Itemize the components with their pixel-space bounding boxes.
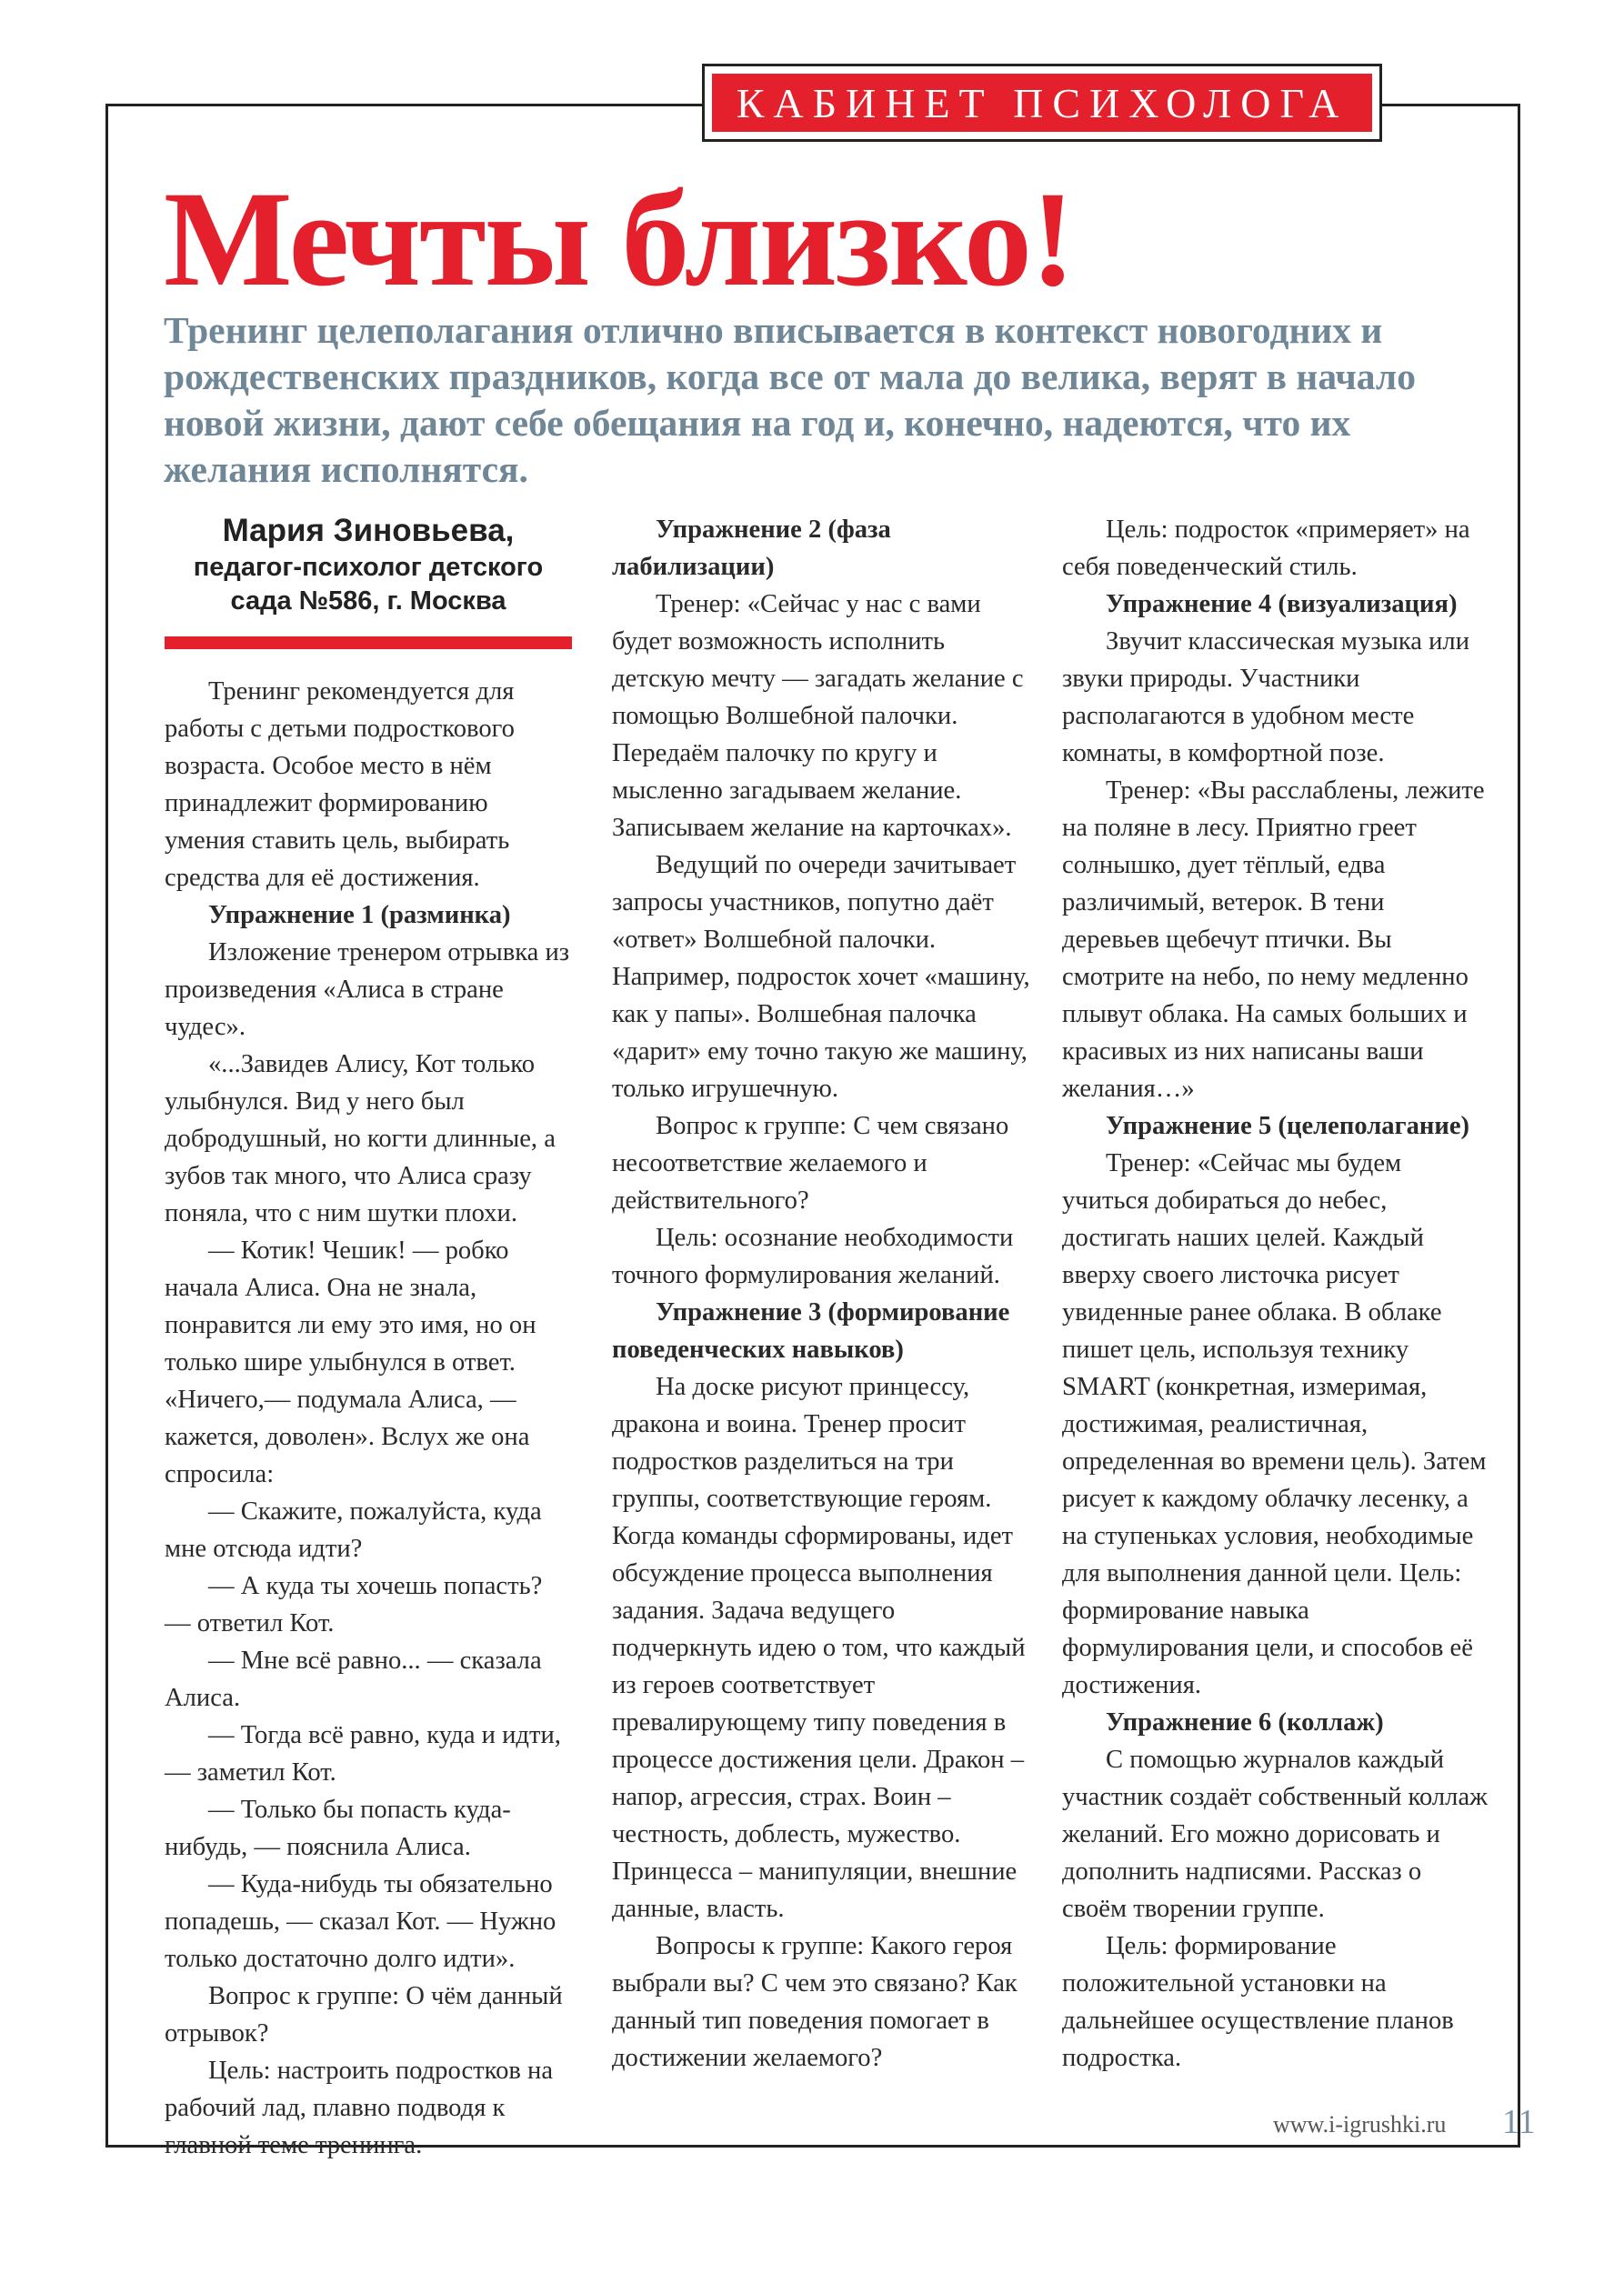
paragraph: — Мне всё равно... — сказала Алиса. <box>165 1647 542 1712</box>
paragraph: Цель: осознание необходимости точного формулирования желаний. <box>612 1224 1014 1289</box>
text-column-3 <box>1062 511 1488 2077</box>
footer-website-link[interactable]: www.i-igrushki.ru <box>1273 2111 1447 2138</box>
paragraph: — А куда ты хочешь попасть? — ответил Кот. <box>165 1572 543 1637</box>
exercise-heading: Упражнение 3 (формирование поведенческих навыков) <box>612 1298 1010 1364</box>
paragraph: Тренинг рекомендуется для работы с детьми подросткового возраста. Особое место в нём принадлежит формированию умения ставить цель, выбирать средства для её достижения. <box>165 677 515 892</box>
paragraph: Ведущий по очереди зачитывает запросы участников, попутно даёт «ответ» Волшебной палочки. Например, подросток хочет «машину, как у папы». Волшебная палочка «дарит» ему точно такую же машину, только игрушечную. <box>612 851 1030 1103</box>
author-name: Мария Зиновьева, <box>222 513 515 548</box>
paragraph: Вопросы к группе: Какого героя выбрали вы? С чем это связано? Как данный тип поведения помогает в достижении желаемого? <box>612 1932 1018 2072</box>
paragraph: — Только бы попасть куда-нибудь, — пояснила Алиса. <box>165 1796 511 1861</box>
paragraph: На доске рисуют принцессу, дракона и воина. Тренер просит подростков разделиться на три группы, соответствующие героям. Когда команды сформированы, идет обсуждение процесса выполнения задания. Задача ведущего подчеркнуть идею о том, что каждый из героев соответствует превалирующему типу поведения в процессе достижения цели. Дракон – напор, агрессия, страх. Воин – честность, доблесть, мужество. Принцесса – манипуляции, внешние данные, власть. <box>612 1373 1026 1923</box>
paragraph: Цель: подросток «примеряет» на себя поведенческий стиль. <box>1062 516 1470 581</box>
paragraph: «...Завидев Алису, Кот только улыбнулся. Вид у него был добродушный, но когти длинные, а зубов так много, что Алиса сразу поняла, что с ним шутки плохи. <box>165 1050 556 1227</box>
page-number: 11 <box>1502 2103 1536 2141</box>
exercise-heading: Упражнение 2 (фаза лабилизации) <box>612 516 891 581</box>
exercise-heading: Упражнение 6 (коллаж) <box>1106 1708 1384 1737</box>
exercise-heading: Упражнение 4 (визуализация) <box>1106 590 1458 618</box>
paragraph: — Куда-нибудь ты обязательно попадешь, — сказал Кот. — Нужно только достаточно долго идти». <box>165 1870 556 1973</box>
paragraph: Вопрос к группе: С чем связано несоответствие желаемого и действительного? <box>612 1112 1009 1215</box>
section-rubric: КАБИНЕТ ПСИХОЛОГА <box>712 74 1372 132</box>
paragraph: — Котик! Чешик! — робко начала Алиса. Она не знала, понравится ли ему это имя, но он только шире улыбнулся в ответ. «Ничего,— подумала Алиса, — кажется, доволен». Вслух же она спросила: <box>165 1237 536 1488</box>
paragraph: — Тогда всё равно, куда и идти, — заметил Кот. <box>165 1721 561 1787</box>
exercise-heading: Упражнение 1 (разминка) <box>208 901 511 929</box>
paragraph: Тренер: «Сейчас мы будем учиться добираться до небес, достигать наших целей. Каждый вверху своего листочка рисует увиденные ранее облака. В облаке пишет цель, используя технику SMART (конкретная, измеримая, достижимая, реалистичная, определенная во времени цель). Затем рисует к каждому облачку лесенку, а на ступеньках условия, необходимые для выполнения данной цели. Цель: формирование навыка формулирования цели, и способов её достижения. <box>1062 1149 1487 1699</box>
article-title: Мечты близко! <box>164 164 1074 315</box>
paragraph: — Скажите, пожалуйста, куда мне отсюда идти? <box>165 1497 542 1563</box>
section-rubric-box <box>702 64 1382 142</box>
paragraph: С помощью журналов каждый участник создаёт собственный коллаж желаний. Его можно дорисовать и дополнить надписями. Рассказ о своём творении группе. <box>1062 1746 1488 1923</box>
paragraph: Звучит классическая музыка или звуки природы. Участники располагаются в удобном месте комнаты, в комфортной позе. <box>1062 627 1470 767</box>
exercise-heading: Упражнение 5 (целеполагание) <box>1106 1112 1470 1140</box>
paragraph: Цель: настроить подростков на рабочий лад, плавно подводя к главной теме тренинга. <box>165 2057 554 2159</box>
paragraph: Тренер: «Сейчас у нас с вами будет возможность исполнить детскую мечту — загадать желание с помощью Волшебной палочки. Передаём палочку по кругу и мысленно загадываем желание. Записываем желание на карточках». <box>612 590 1024 842</box>
author-divider <box>165 636 572 649</box>
paragraph: Вопрос к группе: О чём данный отрывок? <box>165 1982 563 2048</box>
text-column-1 <box>165 511 572 2164</box>
text-column-2 <box>612 511 1032 2077</box>
paragraph: Изложение тренером отрывка из произведения «Алиса в стране чудес». <box>165 938 570 1041</box>
article-lead: Тренинг целеполагания отлично вписывается в контекст новогодних и рождественских праздников, когда все от мала до велика, верят в начало новой жизни, дают себе обещания на год и, конечно, надеются, что их желания исполнятся. <box>164 309 1416 490</box>
paragraph: Цель: формирование положительной установки на дальнейшее осуществление планов подростка. <box>1062 1932 1454 2072</box>
author-position: педагог-психолог детского сада №586, г. Москва <box>193 553 544 616</box>
paragraph: Тренер: «Вы расслаблены, лежите на поляне в лесу. Приятно греет солнышко, дует тёплый, едва различимый, ветерок. В тени деревьев щебечут птички. Вы смотрите на небо, по нему медленно плывут облака. На самых больших и красивых из них написаны ваши желания…» <box>1062 776 1485 1103</box>
author-block <box>165 511 572 618</box>
